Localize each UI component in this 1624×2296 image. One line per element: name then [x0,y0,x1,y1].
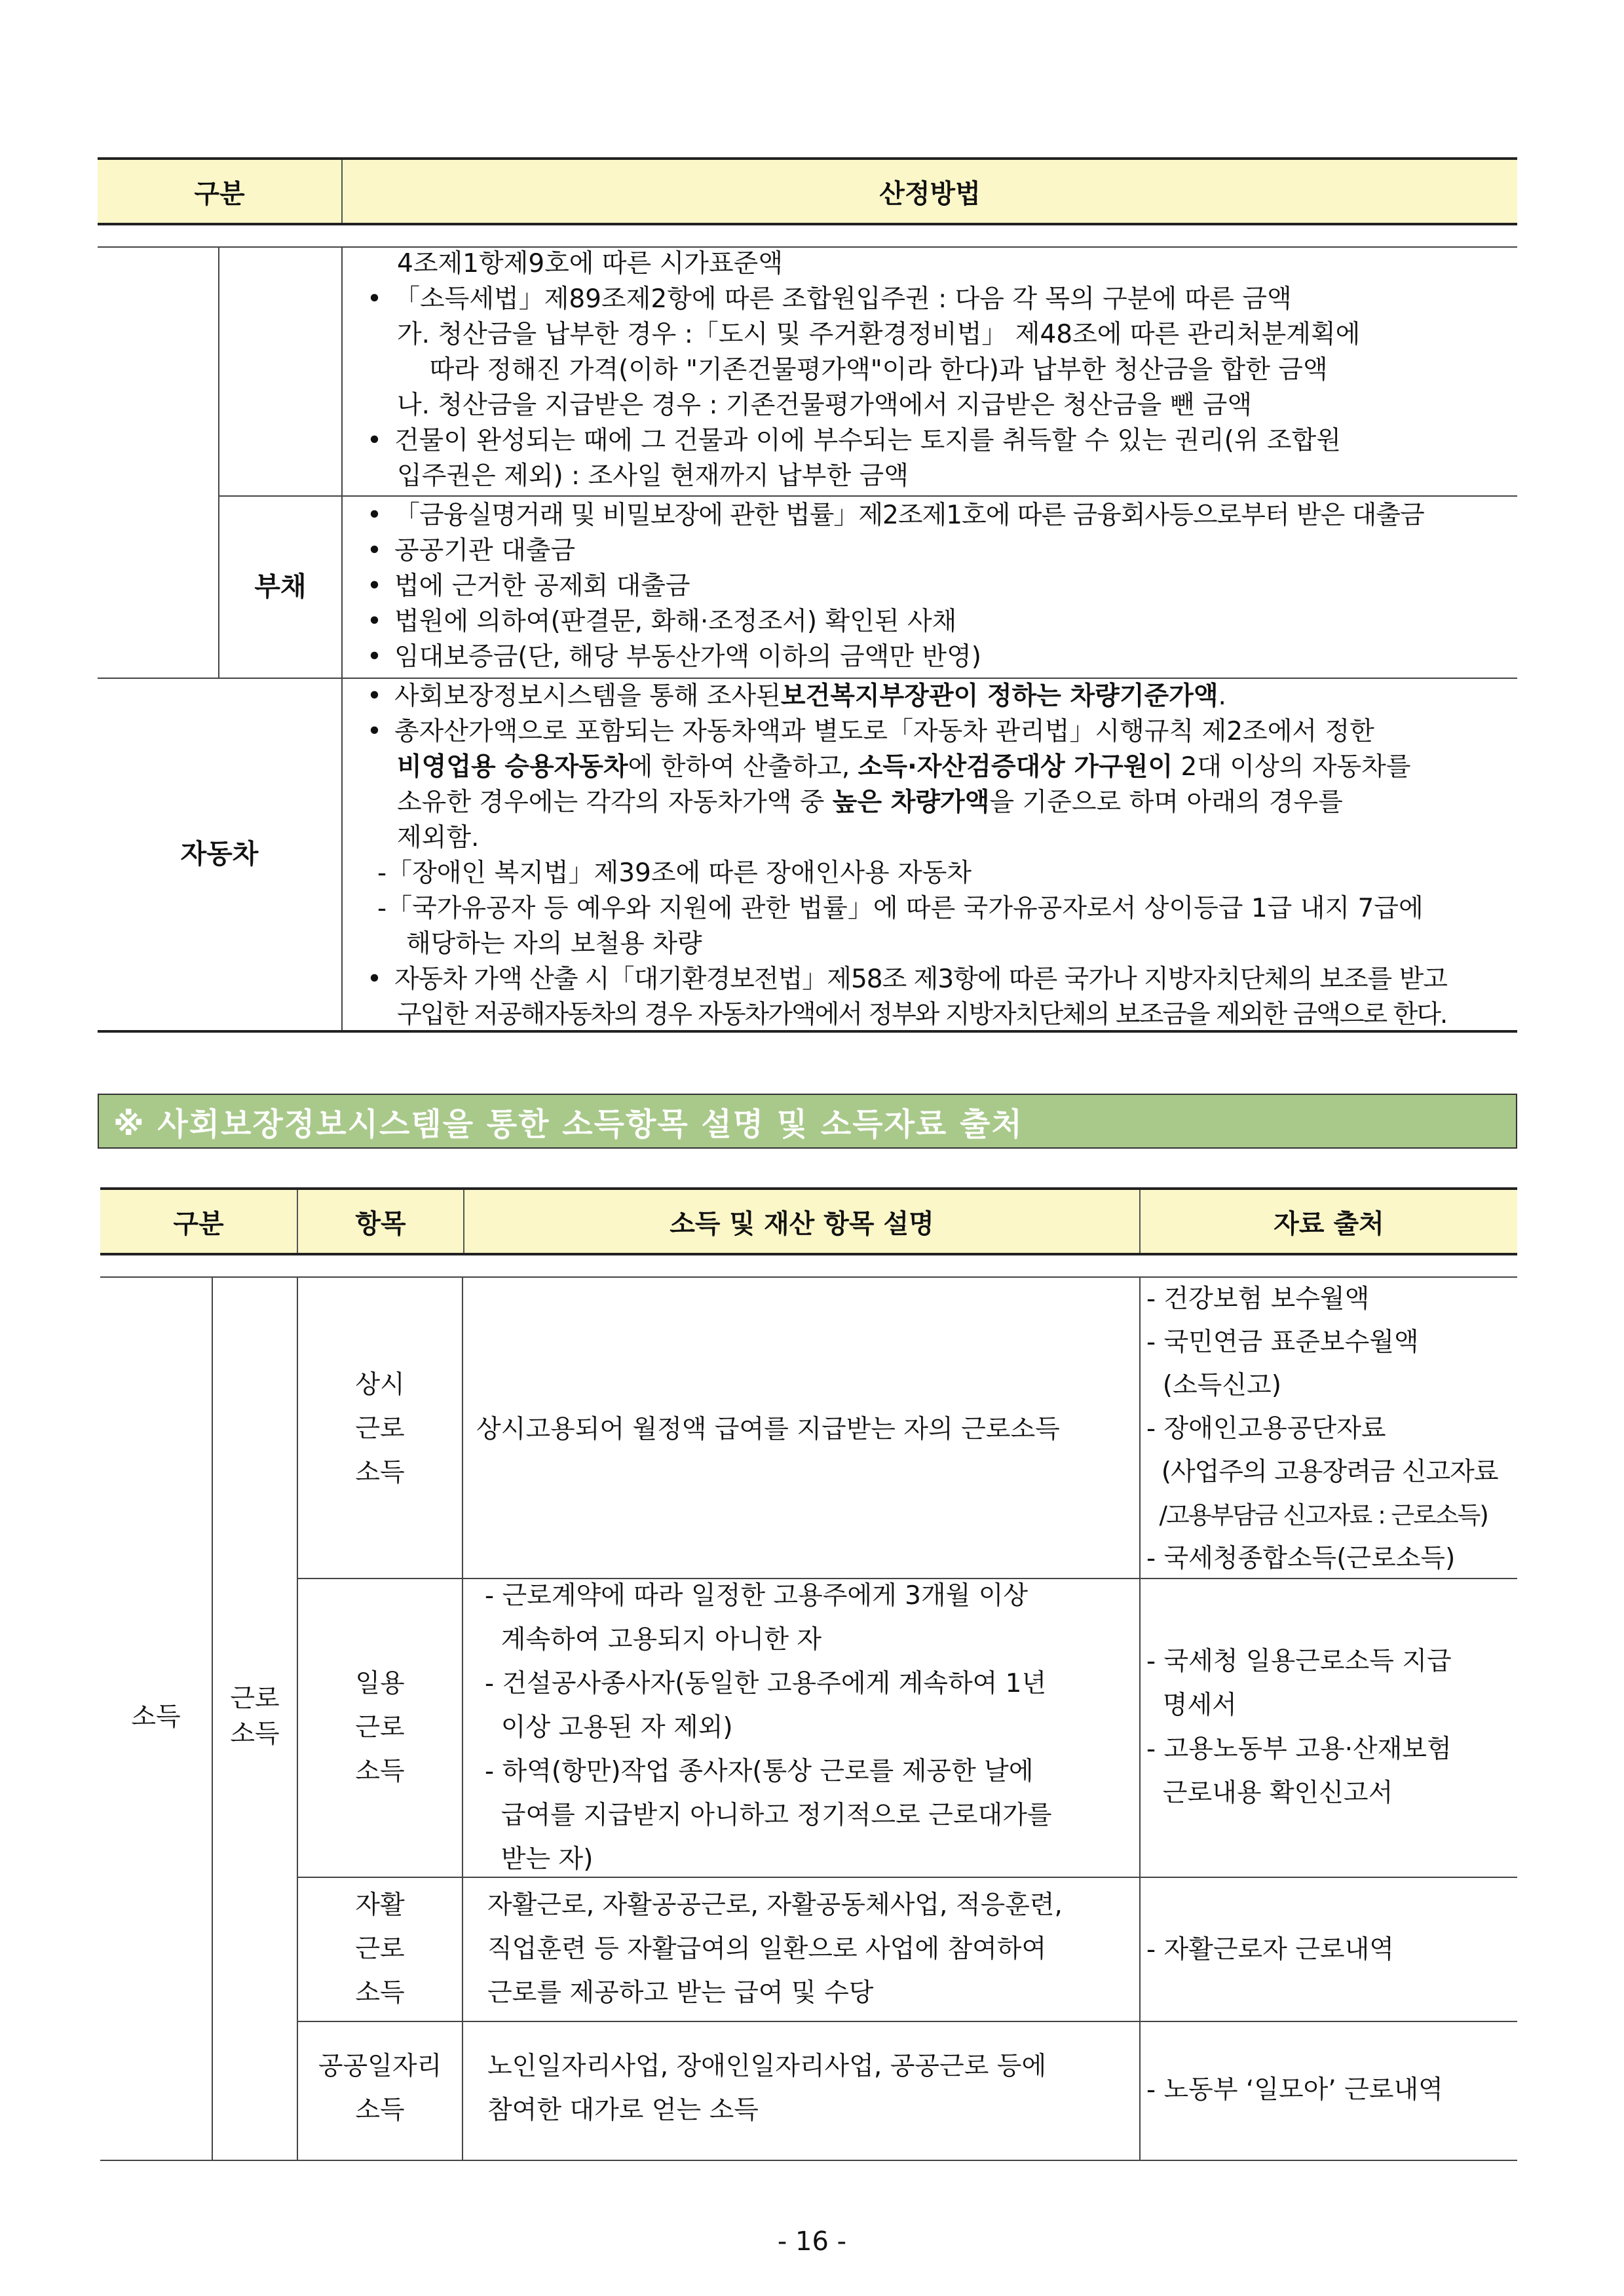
page-number: - 16 - [777,2227,847,2257]
row-daily-description [485,1574,1052,1881]
desc-line: 직업훈련 등 자활급여의 일환으로 사업에 참여하여 [487,1934,1047,1964]
desc-line: - 건설공사종사자(동일한 고용주에게 계속하여 1년 [485,1669,1047,1698]
row-daily-item [298,1662,462,1793]
desc-line: 자활근로, 자활공공근로, 자활공동체사업, 적응훈련, [487,1890,1063,1920]
list-item: • 법에 근거한 공제회 대출금 [367,571,690,601]
table2-row-line-3 [297,2021,1517,2022]
list-item: 해당하는 자의 보철용 차량 [406,929,702,959]
table1-header [98,157,1517,225]
source-line: /고용부담금 신고자료 : 근로소득) [1146,1501,1488,1529]
table2-bottom-line [100,2160,1517,2161]
list-item: • 총자산가액으로 포함되는 자동차액과 별도로「자동차 관리법」시행규칙 제2조에서 정한 [367,717,1374,746]
desc-line: 노인일자리사업, 장애인일자리사업, 공공근로 등에 [487,2052,1047,2081]
row-regular-source [1146,1278,1498,1580]
desc-line: - 근로계약에 따라 일정한 고용주에게 3개월 이상 [485,1581,1029,1611]
debt-label: 부채 [254,571,307,602]
row-self-sufficiency-description [487,1883,1063,2015]
table1-col-divider-1 [218,246,219,678]
desc-line: 받는 자) [485,1845,594,1874]
source-line: - 고용노동부 고용·산재보험 [1146,1734,1452,1764]
item-line: 공공일자리 [318,2052,442,2081]
desc-line: - 하역(항만)작업 종사자(통상 근로를 제공한 날에 [485,1757,1034,1786]
table2-header [100,1187,1517,1255]
list-item: • 법원에 의하여(판결문, 화해·조정조서) 확인된 사채 [367,607,957,636]
item-line: 소득 [355,1978,405,2008]
source-line: 명세서 [1146,1691,1237,1720]
list-item: -「국가유공자 등 예우와 지원에 관한 법률」에 따른 국가유공자로서 상이등급 1급 내지 7급에 [377,894,1424,923]
list-item: • 「금융실명거래 및 비밀보장에 관한 법률」제2조제1호에 따른 금융회사등으로부터 받은 대출금 [367,501,1424,530]
list-item: • 건물이 완성되는 때에 그 건물과 이에 부수되는 토지를 취득할 수 있는 권리(위 조합원 [367,426,1341,455]
list-item: 따라 정해진 가격(이하 "기존건물평가액"이라 한다)과 납부한 청산금을 합한 금액 [397,355,1328,385]
item-line: 근로 [355,1414,405,1444]
table2-header-category: 구분 [173,1208,224,1239]
row-regular-item [298,1363,462,1495]
source-line: - 장애인고용공단자료 [1146,1414,1386,1444]
item-line: 소득 [355,1757,405,1786]
desc-line: 이상 고용된 자 제외) [485,1713,733,1742]
item-line: 상시 [355,1370,405,1400]
table2-col-divider-3 [462,1276,463,2161]
list-item: • 자동차 가액 산출 시「대기환경보전법」제58조 제3항에 따른 국가나 지방자치단체의 보조를 받고 [367,965,1447,994]
table2-col-divider-4 [1139,1276,1141,2161]
table2-header-description: 소득 및 재산 항목 설명 [670,1208,934,1239]
property-method-list [367,246,1507,494]
row-daily-source [1146,1639,1452,1815]
debt-method-list [367,498,1507,675]
list-item: -「장애인 복지법」제39조에 따른 장애인사용 자동차 [377,858,972,888]
item-line: 소득 [355,2095,405,2125]
list-item: • 사회보장정보시스템을 통해 조사된 보건복지부장관이 정하는 차량기준가액 . [367,681,1226,711]
source-line: - 국민연금 표준보수월액 [1146,1328,1419,1357]
desc-line: 참여한 대가로 얻는 소득 [487,2095,759,2125]
list-item: 소유한 경우에는 각각의 자동차가액 중 높은 차량가액 을 기준으로 하며 아래의 경우를 [397,788,1343,817]
item-line: 자활 [355,1890,405,1920]
row-self-sufficiency-item [298,1883,462,2015]
list-item: • 공공기관 대출금 [367,536,576,565]
table1-header-category: 구분 [194,178,245,209]
table1-row-line-1 [218,495,1517,497]
list-item: 구입한 저공해자동차의 경우 자동차가액에서 정부와 지방자치단체의 보조금을 제외한 금액으로 한다. [397,1000,1447,1029]
list-item: • 임대보증금(단, 해당 부동산가액 이하의 금액만 반영) [367,642,981,672]
table1-header-method: 산정방법 [879,178,981,209]
section-banner: ※ 사회보장정보시스템을 통한 소득항목 설명 및 소득자료 출처 [98,1094,1517,1149]
source-line: - 국세청 일용근로소득 지급 [1146,1647,1452,1676]
item-line: 근로 [355,1934,405,1964]
list-item: • 「소득세법」제89조제2항에 따른 조합원입주권 : 다음 각 목의 구분에 따른 금액 [367,284,1292,314]
desc-line: 계속하여 고용되지 아니한 자 [485,1625,822,1655]
row-public-job-item [298,2044,462,2132]
list-item: 비영업용 승용자동차 에 한하여 산출하고, 소득·자산검증대상 가구원이 2대 이상의 자동차를 [397,752,1411,782]
subcategory-line: 근로 [230,1684,280,1713]
list-item: 입주권은 제외) : 조사일 현재까지 납부한 금액 [397,461,909,491]
source-line: (소득신고) [1146,1371,1281,1400]
table1-col-divider-2 [341,246,343,1031]
row-public-job-source: - 노동부 ‘일모아’ 근로내역 [1146,2075,1443,2105]
row-public-job-description [487,2044,1046,2132]
list-item: 가. 청산금을 납부한 경우 :「도시 및 주거환경정비법」 제48조에 따른 관리처분계획에 [397,320,1361,349]
item-line: 소득 [355,1458,405,1487]
row-regular-description: 상시고용되어 월정액 급여를 지급받는 자의 근로소득 [476,1415,1060,1444]
item-line: 일용 [355,1669,405,1698]
source-line: - 건강보험 보수월액 [1146,1284,1370,1314]
list-item: 나. 청산금을 지급받은 경우 : 기존건물평가액에서 지급받은 청산금을 뺀 금액 [397,391,1253,420]
desc-line: 급여를 지급받지 아니하고 정기적으로 근로대가를 [485,1801,1052,1830]
income-category: 소득 [131,1702,181,1732]
car-method-list [367,679,1507,1033]
car-label: 자동차 [180,838,259,870]
list-item: 4조제1항제9호에 따른 시가표준액 [397,249,783,278]
table2-header-source: 자료 출처 [1274,1208,1384,1239]
source-line: 근로내용 확인신고서 [1146,1778,1393,1808]
source-line: - 국세청종합소득(근로소득) [1146,1544,1456,1573]
source-line: (사업주의 고용장려금 신고자료 [1146,1457,1498,1487]
list-item: 제외함. [397,823,480,852]
earned-income-subcategory [213,1681,297,1752]
desc-line: 근로를 제공하고 받는 급여 및 수당 [487,1978,874,2008]
subcategory-line: 소득 [230,1719,280,1749]
item-line: 근로 [355,1713,405,1742]
table2-header-item: 항목 [355,1208,406,1239]
row-self-sufficiency-source: - 자활근로자 근로내역 [1146,1935,1394,1964]
